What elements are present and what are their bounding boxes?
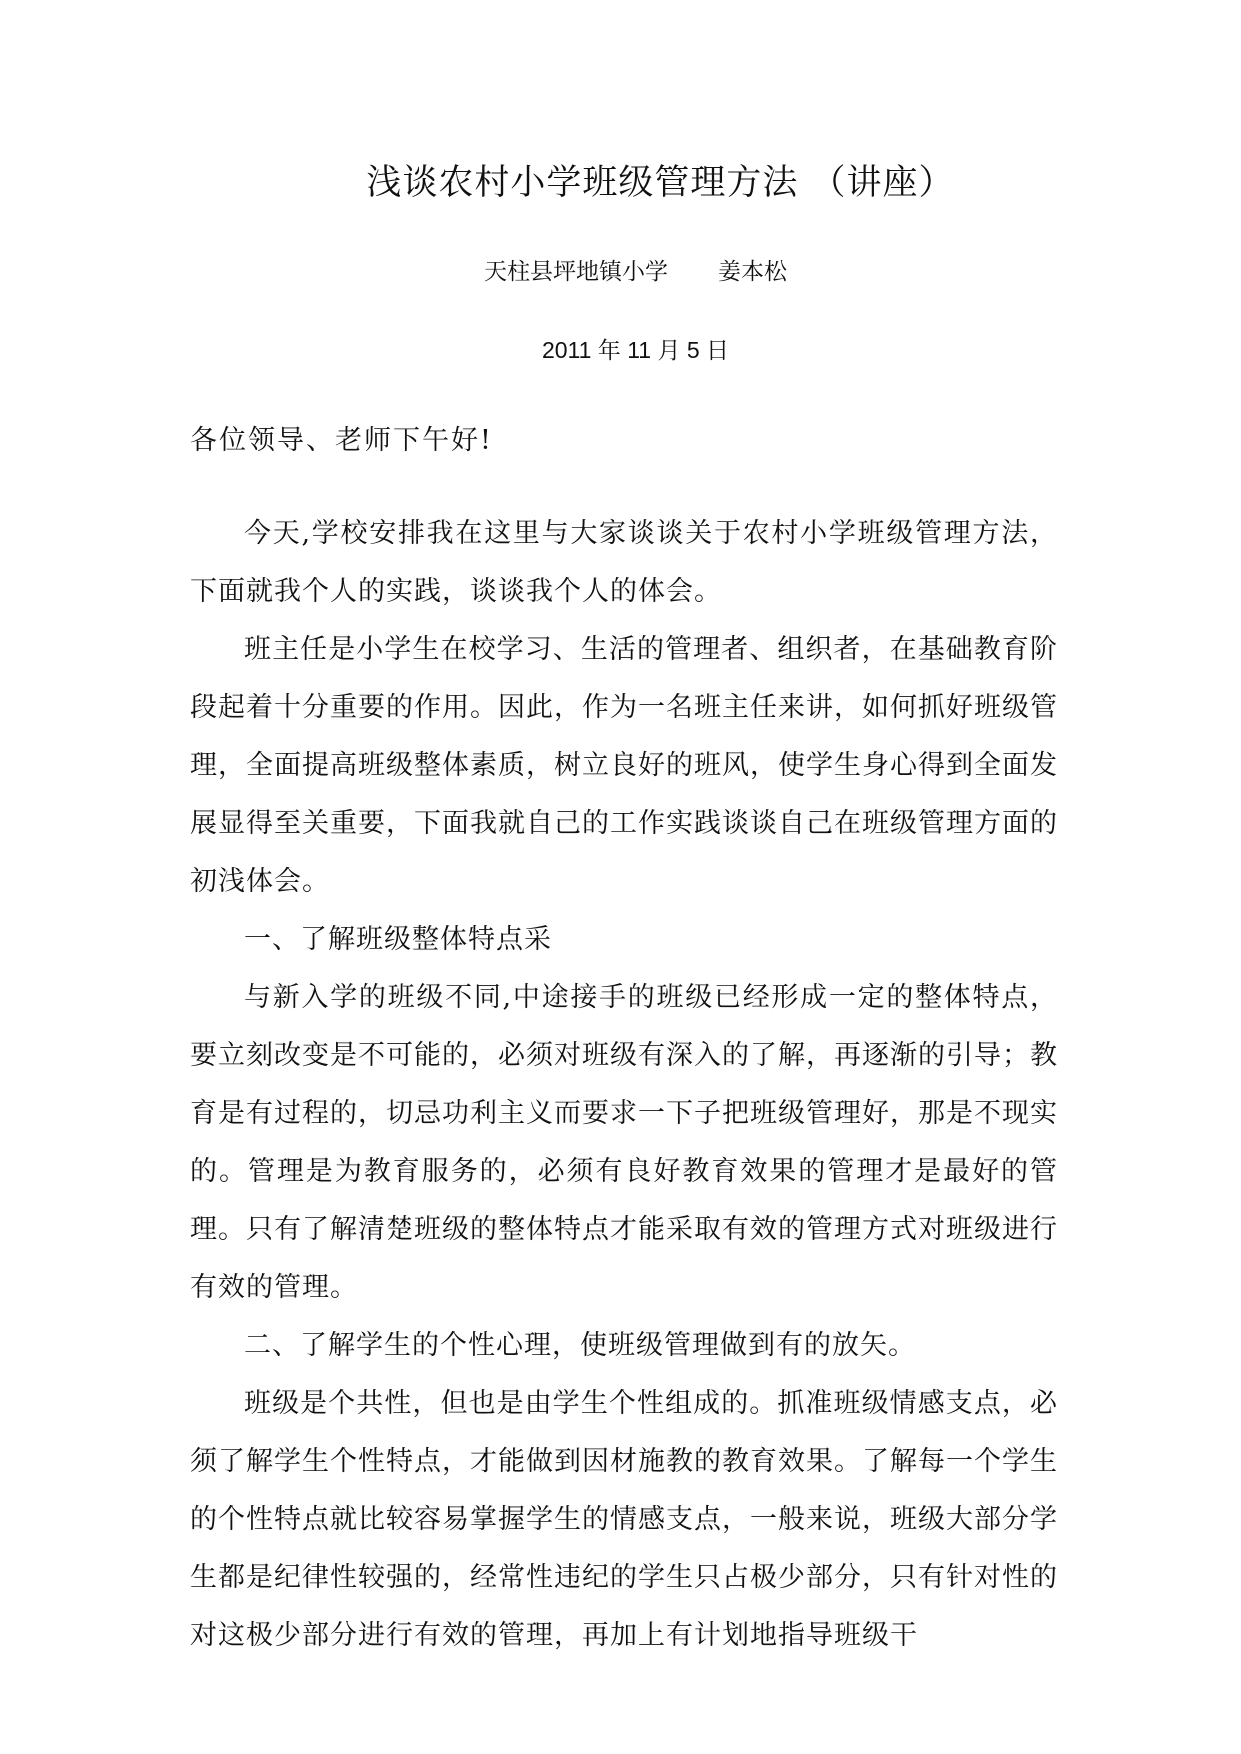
- paragraph: 与新入学的班级不同,中途接手的班级已经形成一定的整体特点，要立刻改变是不可能的，必须对班级有深入的了解，再逐渐的引导；教育是有过程的，切忌功利主义而要求一下子把班级管理好，那是不现实的。管理是为教育服务的，必须有良好教育效果的管理才是最好的管理。只有了解清楚班级的整体特点才能采取有效的管理方式对班级进行有效的管理。: [190, 982, 1058, 1303]
- greeting: 各位领导、老师下午好!: [190, 425, 493, 456]
- document-body: [190, 505, 1058, 1665]
- paragraph: 班主任是小学生在校学习、生活的管理者、组织者，在基础教育阶段起着十分重要的作用。因此，作为一名班主任来讲，如何抓好班级管理，全面提高班级整体素质，树立良好的班风，使学生身心得到全面发展显得至关重要，下面我就自己的工作实践谈谈自己在班级管理方面的初浅体会。: [190, 634, 1058, 897]
- section-heading: 二、了解学生的个性心理，使班级管理做到有的放矢。: [244, 1330, 916, 1361]
- document-date: 2011 年 11 月 5 日: [541, 337, 730, 363]
- school-name: 天柱县坪地镇小学: [484, 259, 668, 285]
- paragraph: 今天,学校安排我在这里与大家谈谈关于农村小学班级管理方法，下面就我个人的实践，谈谈我个人的体会。: [190, 518, 1058, 607]
- paragraph: 班级是个共性，但也是由学生个性组成的。抓准班级情感支点，必须了解学生个性特点，才能做到因材施教的教育效果。了解每一个学生的个性特点就比较容易掌握学生的情感支点，一般来说，班级大部分学生都是纪律性较强的，经常性违纪的学生只占极少部分，只有针对性的对这极少部分进行有效的管理，再加上有计划地指导班级干: [190, 1388, 1058, 1651]
- section-heading: 一、了解班级整体特点采: [244, 924, 552, 955]
- document-title: 浅谈农村小学班级管理方法 （讲座）: [366, 163, 955, 203]
- author-name: 姜本松: [718, 259, 787, 285]
- byline: [0, 253, 1241, 286]
